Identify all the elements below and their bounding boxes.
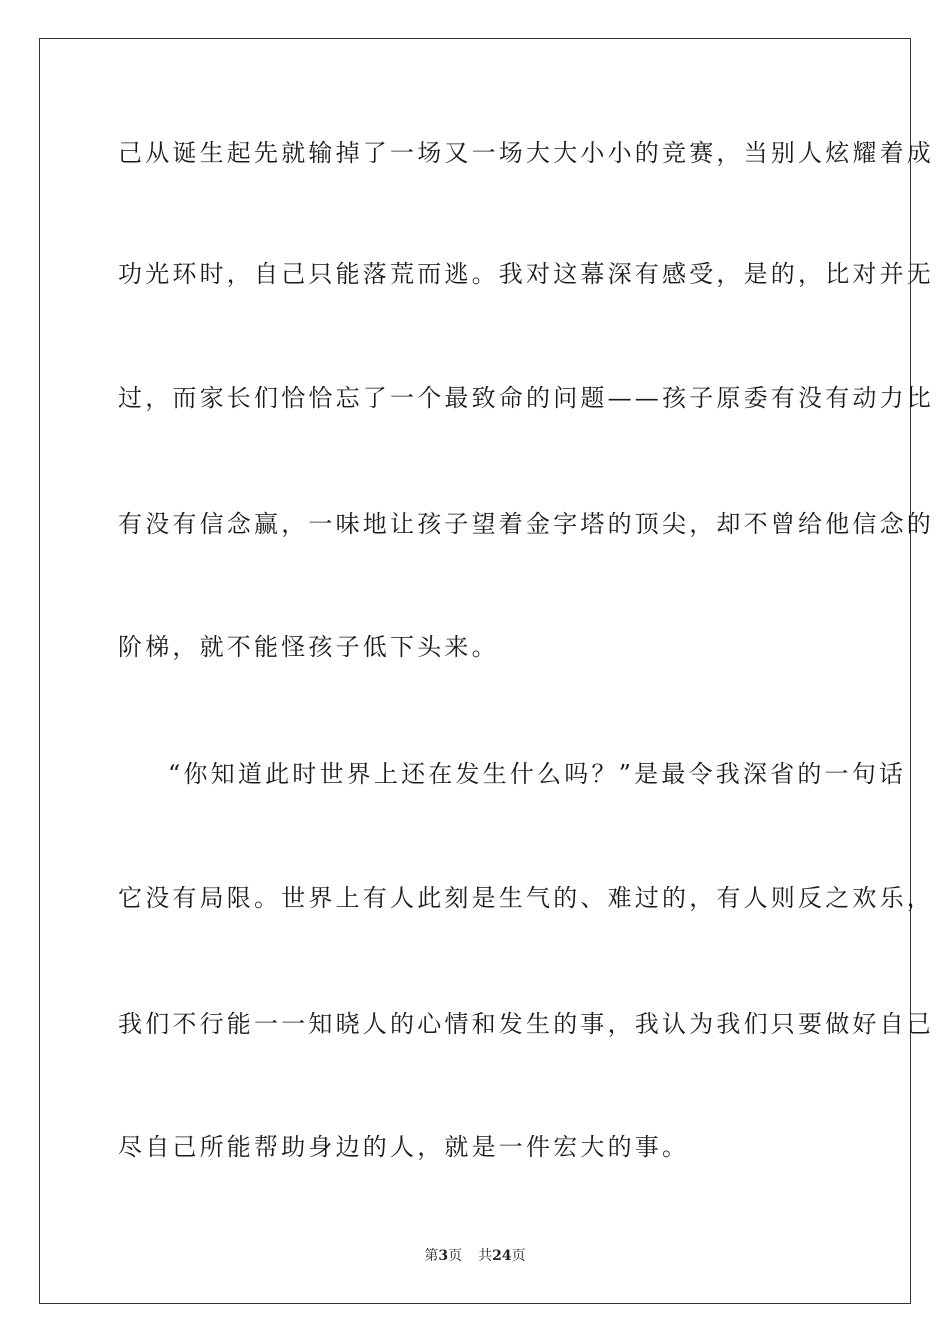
body-line-9: 尽自己所能帮助身边的人，就是一件宏大的事。 <box>118 1133 690 1161</box>
page-prefix: 第 <box>424 1248 439 1264</box>
body-line-5: 阶梯，就不能怪孩子低下头来。 <box>118 633 499 661</box>
total-prefix: 共 <box>478 1248 493 1264</box>
body-line-7: 它没有局限。世界上有人此刻是生气的、难过的，有人则反之欢乐， <box>118 884 934 912</box>
body-line-4: 有没有信念赢，一味地让孩子望着金字塔的顶尖，却不曾给他信念的 <box>118 510 934 538</box>
body-line-8: 我们不行能一一知晓人的心情和发生的事，我认为我们只要做好自己 <box>118 1010 934 1038</box>
page-number: 3 <box>438 1248 449 1264</box>
page-footer <box>0 1246 950 1266</box>
page-suffix: 页 <box>448 1248 463 1264</box>
body-line-3: 过，而家长们恰恰忘了一个最致命的问题——孩子原委有没有动力比 <box>118 384 934 412</box>
body-line-2: 功光环时，自己只能落荒而逃。我对这幕深有感受，是的，比对并无 <box>118 260 934 288</box>
total-pages: 24 <box>492 1248 512 1264</box>
total-suffix: 页 <box>511 1248 526 1264</box>
page-border <box>39 38 934 1304</box>
body-line-6: “你知道此时世界上还在发生什么吗？”是最令我深省的一句话 <box>168 760 907 788</box>
body-line-1: 己从诞生起先就输掉了一场又一场大大小小的竞赛，当别人炫耀着成 <box>118 139 934 167</box>
